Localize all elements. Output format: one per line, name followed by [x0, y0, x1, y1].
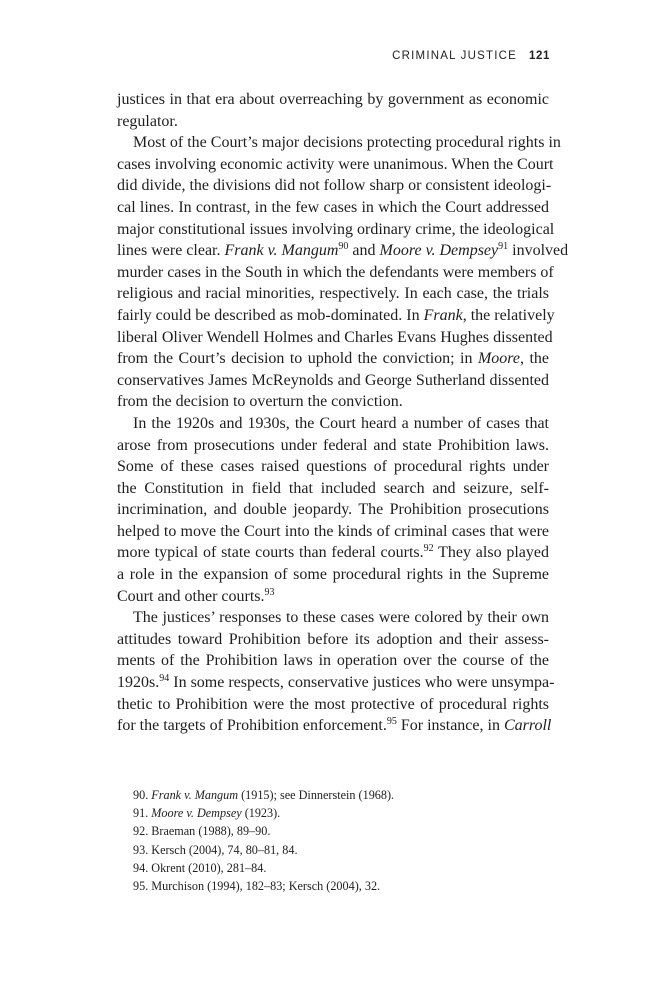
footnote-92: 92. Braeman (1988), 89–90. — [133, 824, 271, 839]
case-name: Moore — [477, 350, 521, 368]
body-text — [117, 89, 569, 737]
p3-line-6: helped to move the Court into the kinds of criminal cases that were — [117, 522, 549, 540]
footnote-94: 94. Okrent (2010), 281–84. — [133, 860, 267, 875]
text-run: for the targets of Prohibition enforcement. — [117, 717, 387, 735]
p1-line-2: regulator. — [117, 112, 178, 130]
p2-line-8: religious and racial minorities, respectively. In each case, the trials — [117, 285, 549, 303]
footnote-text: (1923). — [241, 806, 281, 821]
p2-line-12: conservatives James McReynolds and George Sutherland dissented — [117, 371, 549, 389]
footnote-90 — [133, 786, 553, 804]
footnote-95: 95. Murchison (1994), 182–83; Kersch (2004), 32. — [133, 878, 381, 893]
p3-line-9 — [117, 586, 549, 608]
text-run: Court and other courts. — [117, 587, 265, 605]
running-head — [392, 50, 550, 62]
case-name: Frank — [423, 306, 463, 324]
footnotes — [133, 786, 553, 895]
footnote-ref: 93 — [264, 586, 275, 598]
text-run: from the Court’s decision to uphold the conviction; in — [117, 350, 478, 368]
text-run: and — [348, 242, 380, 260]
footnote-ref: 94 — [159, 673, 170, 685]
text-run: fairly could be described as mob-dominated. In — [117, 306, 424, 324]
text-run: They also played — [433, 544, 549, 562]
p2-line-9 — [117, 305, 555, 327]
footnote-ref: 92 — [423, 543, 434, 555]
p4-line-6 — [117, 715, 552, 737]
footnote-ref: 91 — [498, 241, 509, 253]
p2-line-3: did divide, the divisions did not follow sharp or consistent ideologi- — [117, 177, 552, 195]
footnote-text: (1915); see Dinnerstein (1968). — [238, 788, 395, 802]
case-name: Carroll — [503, 717, 552, 735]
text-run: , the — [520, 350, 550, 368]
p4-line-3: ments of the Prohibition laws in operation over the course of the — [117, 652, 549, 670]
p4-line-4 — [117, 672, 555, 694]
p3-line-2: arose from prosecutions under federal and state Prohibition laws. — [117, 436, 549, 454]
p3-line-4: the Constitution in field that included search and seizure, self- — [117, 479, 549, 497]
p1-line-1: justices in that era about overreaching by government as economic — [117, 91, 549, 108]
footnote-ref: 95 — [386, 716, 397, 728]
footnote-number: 90. — [133, 788, 152, 802]
footnote-number: 91. — [133, 806, 152, 821]
text-run: lines were clear. — [117, 242, 225, 260]
p2-line-5: major constitutional issues involving ordinary crime, the ideological — [117, 220, 555, 238]
p4-line-2: attitudes toward Prohibition before its adoption and their assess- — [117, 630, 549, 648]
text-run: In some respects, conservative justices who were unsympa- — [169, 674, 555, 692]
page-number: 121 — [529, 50, 550, 62]
p3-line-1: In the 1920s and 1930s, the Court heard a number of cases that — [133, 414, 549, 432]
p2-line-11 — [117, 348, 549, 370]
p4-line-1: The justices’ responses to these cases were colored by their own — [133, 609, 549, 627]
text-run: more typical of state courts than federal courts. — [117, 544, 424, 562]
p2-line-7: murder cases in the South in which the defendants were members of — [117, 263, 554, 281]
p3-line-5: incrimination, and double jeopardy. The Prohibition prosecutions — [117, 501, 549, 519]
text-run: For instance, in — [396, 717, 504, 735]
p2-line-1: Most of the Court’s major decisions protecting procedural rights in — [133, 134, 561, 152]
p2-line-10: liberal Oliver Wendell Holmes and Charles Evans Hughes dissented — [117, 328, 553, 346]
p2-line-4: cal lines. In contrast, in the few cases in which the Court addressed — [117, 198, 549, 216]
p3-line-7 — [117, 542, 549, 564]
p3-line-8: a role in the expansion of some procedural rights in the Supreme — [117, 566, 549, 584]
case-name: Moore v. Dempsey — [379, 242, 499, 260]
section-title: CRIMINAL JUSTICE — [392, 50, 517, 62]
p2-line-13: from the decision to overturn the conviction. — [117, 393, 403, 411]
case-name: Frank v. Mangum — [151, 788, 239, 802]
case-name: Frank v. Mangum — [224, 242, 339, 260]
text-run: 1920s. — [117, 674, 160, 692]
case-name: Moore v. Dempsey — [151, 806, 242, 821]
p2-line-2: cases involving economic activity were unanimous. When the Court — [117, 155, 554, 173]
p4-line-5: thetic to Prohibition were the most protective of procedural rights — [117, 695, 549, 713]
footnote-ref: 90 — [338, 241, 349, 253]
footnote-93: 93. Kersch (2004), 74, 80–81, 84. — [133, 842, 298, 857]
footnote-91 — [133, 804, 553, 822]
text-run: , the relatively — [462, 306, 555, 324]
p2-line-6 — [117, 240, 569, 262]
p3-line-3: Some of these cases raised questions of procedural rights under — [117, 458, 549, 476]
text-run: involved — [508, 242, 569, 260]
